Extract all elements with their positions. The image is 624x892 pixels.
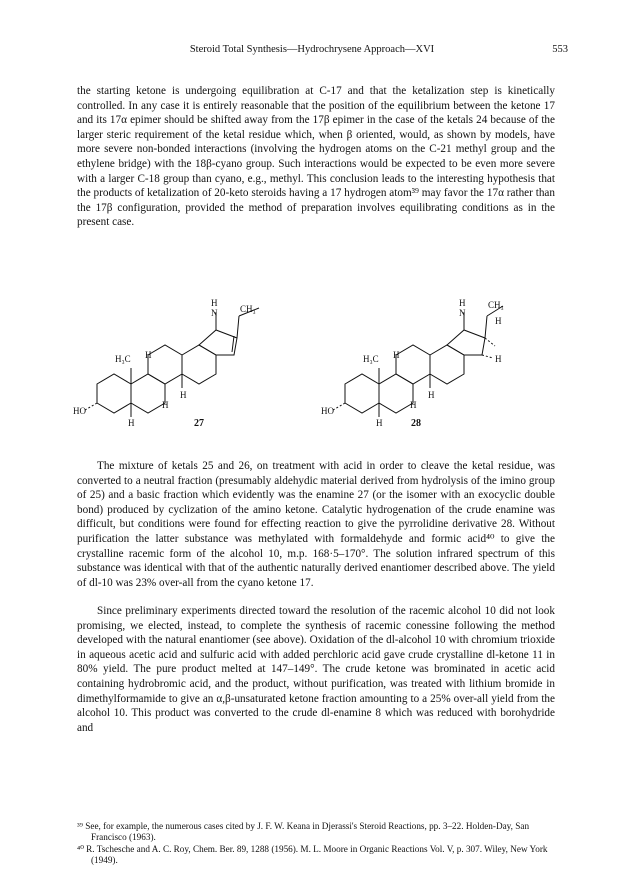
atom-n-27: N [211,308,218,318]
atom-ho-28: HO [321,406,334,416]
paragraph-1 [77,84,555,230]
atom-h-27: H [211,298,218,308]
running-header [0,44,624,60]
page-number: 553 [552,44,568,55]
atom-h-27d: H [180,390,187,400]
paragraph-2-text: The mixture of ketals 25 and 26, on treatment with acid in order to cleave the ketal residue, was converted to a neutral fraction (presumably aldehydic material derived from hydrolysis of the imino group of 25) and a basic fraction which evidently was the enamine 27 (or the isomer with an exocyclic double bond) produced by cyclization of the amino ketone. Catalytic hydrogenation of the crude enamine was difficult, but conditions were found for effecting reaction to give the pyrrolidine derivative 28. Without purification the latter substance was methylated with formaldehyde and formic acid⁴⁰ to give the crystalline racemic form of the alcohol 10, m.p. 168·5–170°. The solution infrared spectrum of this substance was identical with that of the authentic naturally derived enantiomer described above. The yield of dl-10 was 23% over-all from the cyano ketone 17. [77,460,555,589]
structure-27 [85,308,259,417]
atom-ch3-27: CH₃ [240,304,256,314]
paragraph-2 [77,459,555,590]
atom-ch3-28: CH₃ [488,300,504,310]
atom-h3c-28: H₃C [363,354,379,364]
atom-h3c-27: H₃C [115,354,131,364]
footnotes [77,821,555,867]
atom-n-28: N [459,308,466,318]
footnote-39: ³⁹ See, for example, the numerous cases cited by J. F. W. Keana in Djerassi's Steroid Reactions, pp. 3–22. Holden-Day, San Francisco (1963). [77,821,530,843]
atom-h-28f: H [428,390,435,400]
compound-label-27: 27 [194,418,204,429]
atom-h-28d: H [393,350,400,360]
atom-h-28: H [459,298,466,308]
atom-h-28b: H [495,316,502,326]
paragraph-3-text: Since preliminary experiments directed toward the resolution of the racemic alcohol 10 did not look promising, we elected, instead, to complete the synthesis of racemic conessine following the method developed with the natural enantiomer (see above). Oxidation of the dl-alcohol 10 with chromium trioxide in aqueous acetic acid and sulfuric acid with added perchloric acid gave crude crystalline dl-ketone 11 in 80% yield. The pure product melted at 147–149°. The crude ketone was brominated in acetic acid containing hydrobromic acid, and the product, without purification, was treated with lithium bromide in dimethylformamide to give an α,β-unsaturated ketone fraction amounting to a 25% over-all yield from the alcohol 10. This product was converted to the crude dl-enamine 8 which was reduced with borohydride and [77,605,555,734]
atom-h-28c: H [495,354,502,364]
running-title: Steroid Total Synthesis—Hydrochrysene Approach—XVI [189,44,435,55]
atom-ho-27: HO [73,406,86,416]
paragraph-1-text: the starting ketone is undergoing equilibration at C-17 and that the ketalization step is kinetically controlled. In any case it is entirely reasonable that the position of the equilibrium between the ketone 17 and its 17α epimer should be shifted away from the 17β epimer in the case of the ketals 24 because of the larger steric requirement of the ketal residue which, when β oriented, would, as shown by models, have more severe non-bonded interactions (involving the hydrogen atoms on the C-21 methyl group and the ethylene bridge) with the 18β-cyano group. Such interactions would be expected to be even more severe with a larger C-18 group than cyano, e.g., methyl. This conclusion leads to the interesting hypothesis that the products of ketalization of 20-keto steroids having a 17 hydrogen atom³⁹ may favor the 17α rather than the 17β configuration, provided the method of preparation involves equilibrating conditions as in the present case. [77,85,555,229]
compound-label-28: 28 [411,418,421,429]
paragraph-3 [77,604,555,735]
atom-h-27e: H [128,418,135,428]
atom-h-28g: H [376,418,383,428]
structure-28 [333,306,503,417]
atom-h-27c: H [162,400,169,410]
structure-drawings [73,286,555,446]
footnote-40: ⁴⁰ R. Tschesche and A. C. Roy, Chem. Ber. 89, 1288 (1956). M. L. Moore in Organic Reactions Vol. V, p. 307. Wiley, New York (1949). [77,843,548,866]
atom-h-27b: H [145,350,152,360]
atom-h-28e: H [410,400,417,410]
structures-figure [73,286,555,446]
